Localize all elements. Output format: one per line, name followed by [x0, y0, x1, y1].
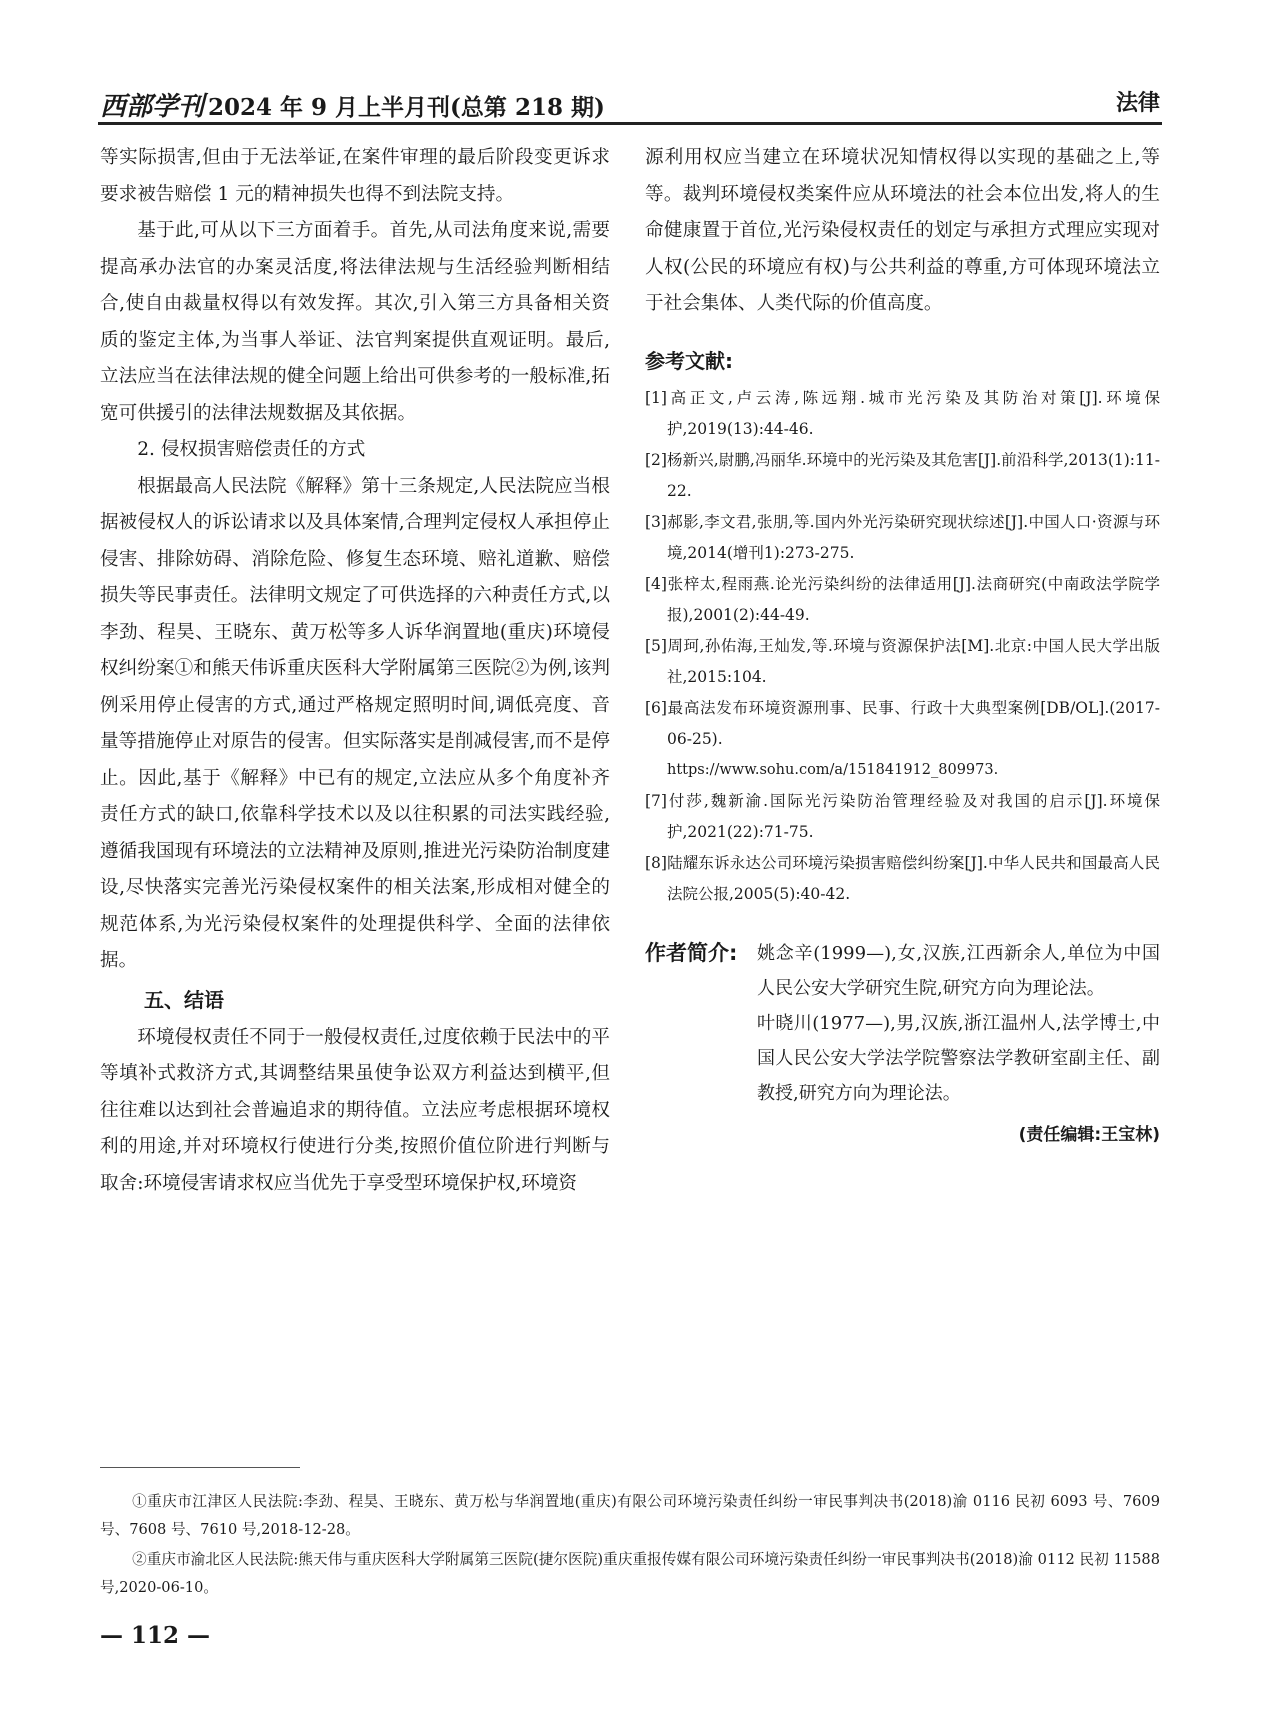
responsible-editor: (责任编辑:王宝林) — [1018, 1124, 1160, 1145]
right-column — [645, 140, 1160, 1151]
reference-url: https://www.sohu.com/a/151841912_809973. — [667, 761, 999, 778]
footnote-item: ②重庆市渝北区人民法院:熊天伟与重庆医科大学附属第三医院(捷尔医院)重庆重报传媒有限公司环境污染责任纠纷一审民事判决书(2018)渝 0112 民初 11588 号,2020-06-10。 — [100, 1551, 1160, 1596]
reference-text: [6]最高法发布环境资源刑事、民事、行政十大典型案例[DB/OL].(2017-06-25). — [645, 698, 1160, 748]
references-list — [645, 383, 1160, 910]
reference-item: [7]付莎,魏新渝.国际光污染防治管理经验及对我国的启示[J].环境保护,2021(22):71-75. — [645, 791, 1160, 841]
page-number: — 112 — — [100, 1622, 211, 1649]
body-paragraph: 源利用权应当建立在环境状况知情权得以实现的基础之上,等等。裁判环境侵权类案件应从环境法的社会本位出发,将人的生命健康置于首位,光污染侵权责任的划定与承担方式理应实现对人权(公民的环境应有权)与公共利益的尊重,方可体现环境法立于社会集体、人类代际的价值高度。 — [645, 147, 1160, 314]
reference-item: [5]周珂,孙佑海,王灿发,等.环境与资源保护法[M].北京:中国人民大学出版社,2015:104. — [645, 636, 1160, 686]
issue-label: 2024 年 9 月上半月刊(总第 218 期) — [208, 94, 605, 121]
body-paragraph: 基于此,可从以下三方面着手。首先,从司法角度来说,需要提高承办法官的办案灵活度,将法律法规与生活经验判断相结合,使自由裁量权得以有效发挥。其次,引入第三方具备相关资质的鉴定主体,为当事人举证、法官判案提供直观证明。最后,立法应当在法律法规的健全问题上给出可供参考的一般标准,拓宽可供援引的法律法规数据及其依据。 — [100, 220, 610, 424]
header-divider — [98, 122, 1162, 125]
reference-item: [1]高正文,卢云涛,陈远翔.城市光污染及其防治对策[J].环境保护,2019(13):44-46. — [645, 388, 1160, 438]
journal-issue — [100, 86, 605, 123]
footnote-item: ①重庆市江津区人民法院:李劲、程昊、王晓东、黄万松与华润置地(重庆)有限公司环境污染责任纠纷一审民事判决书(2018)渝 0116 民初 6093 号、7609 号、7608 号、7610 号,2018-12-28。 — [100, 1493, 1160, 1538]
body-paragraph: 环境侵权责任不同于一般侵权责任,过度依赖于民法中的平等填补式救济方式,其调整结果虽使争讼双方利益达到横平,但往往难以达到社会普遍追求的期待值。立法应考虑根据环境权利的用途,并对环境权行使进行分类,按照价值位阶进行判断与取舍:环境侵害请求权应当优先于享受型环境保护权,环境资 — [100, 1026, 610, 1194]
body-paragraph: 等实际损害,但由于无法举证,在案件审理的最后阶段变更诉求要求被告赔偿 1 元的精神损失也得不到法院支持。 — [100, 147, 610, 205]
author-label: 作者简介: — [645, 940, 738, 965]
reference-item — [645, 693, 1160, 786]
author-entry: 姚念辛(1999—),女,汉族,江西新余人,单位为中国人民公安大学研究生院,研究方向为理论法。 — [757, 942, 1160, 999]
journal-logo: 西部学刊 — [100, 92, 205, 122]
footnote-divider — [100, 1467, 300, 1468]
author-entry: 叶晓川(1977—),男,汉族,浙江温州人,法学博士,中国人民公安大学法学院警察法学教研室副主任、副教授,研究方向为理论法。 — [757, 1012, 1160, 1104]
author-bio — [645, 936, 1160, 1111]
reference-item: [4]张梓太,程雨燕.论光污染纠纷的法律适用[J].法商研究(中南政法学院学报),2001(2):44-49. — [645, 574, 1160, 624]
reference-item: [3]郝影,李文君,张朋,等.国内外光污染研究现状综述[J].中国人口·资源与环境,2014(增刊1):273-275. — [645, 512, 1160, 562]
body-paragraph: 根据最高人民法院《解释》第十三条规定,人民法院应当根据被侵权人的诉讼请求以及具体案情,合理判定侵权人承担停止侵害、排除妨碍、消除危险、修复生态环境、赔礼道歉、赔偿损失等民事责任。法律明文规定了可供选择的六种责任方式,以李劲、程昊、王晓东、黄万松等多人诉华润置地(重庆)环境侵权纠纷案①和熊天伟诉重庆医科大学附属第三医院②为例,该判例采用停止侵害的方式,通过严格规定照明时间,调低亮度、音量等措施停止对原告的侵害。但实际落实是削减侵害,而不是停止。因此,基于《解释》中已有的规定,立法应从多个角度补齐责任方式的缺口,依靠科学技术以及以往积累的司法实践经验,遵循我国现有环境法的立法精神及原则,推进光污染防治制度建设,尽快落实完善光污染侵权案件的相关法案,形成相对健全的规范体系,为光污染侵权案件的处理提供科学、全面的法律依据。 — [100, 475, 610, 971]
page-header — [100, 86, 1160, 126]
section-label: 法律 — [1115, 91, 1160, 116]
left-column — [100, 140, 610, 1202]
footnotes — [100, 1488, 1160, 1604]
reference-item: [8]陆耀东诉永达公司环境污染损害赔偿纠纷案[J].中华人民共和国最高人民法院公报,2005(5):40-42. — [645, 853, 1160, 903]
references-heading: 参考文献: — [645, 348, 733, 373]
reference-item: [2]杨新兴,尉鹏,冯丽华.环境中的光污染及其危害[J].前沿科学,2013(1):11-22. — [645, 450, 1160, 500]
section-heading: 五、结语 — [144, 987, 224, 1012]
subheading: 2. 侵权损害赔偿责任的方式 — [137, 439, 366, 460]
